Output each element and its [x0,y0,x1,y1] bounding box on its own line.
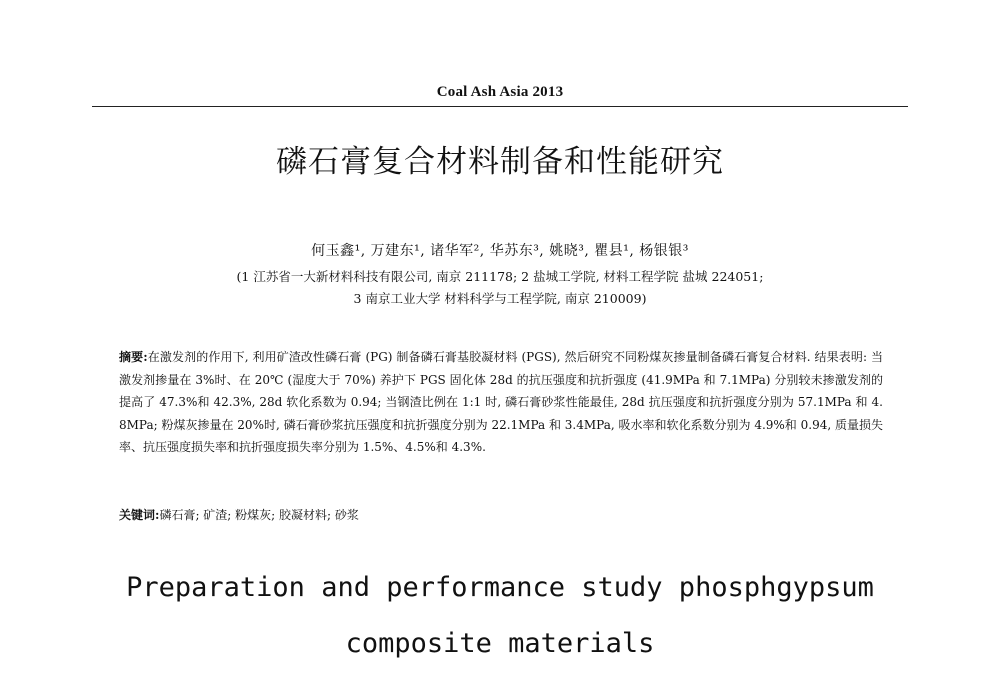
paper-title-en [0,560,1000,672]
journal-header: Coal Ash Asia 2013 [436,84,564,100]
paper-title-cn: 磷石膏复合材料制备和性能研究 [276,144,724,180]
abstract-text: 在激发剂的作用下, 利用矿渣改性磷石膏 (PG) 制备磷石膏基胶凝材料 (PGS), 然后研究不同粉煤灰掺量制备磷石膏复合材料. 结果表明: 当激发剂掺量在 3%时、在 20℃ (湿度大于 70%) 养护下 PGS 固化体 28d 的抗压强度和抗折强度 (41.9MPa 和 7.1MPa) 分别较未掺激发剂的提高了 47.3%和 42.3%, 28d 软化系数为 0.94; 当钢渣比例在 1:1 时, 磷石膏砂浆性能最佳, 28d 抗压强度和抗折强度分别为 57.1MPa 和 4.8MPa; 粉煤灰掺量在 20%时, 磷石膏砂浆抗压强度和抗折强度分别为 22.1MPa 和 3.4MPa, 吸水率和软化系数分别为 4.9%和 0.94, 质量损失率、抗压强度损失率和抗折强度损失率分别为 1.5%、4.5%和 4.3%. [119,350,883,455]
author-list: 何玉鑫¹, 万建东¹, 诸华军², 华苏东³, 姚晓³, 瞿县¹, 杨银银³ [311,243,689,259]
affiliation-line-1: (1 江苏省一大新材料科技有限公司, 南京 211178; 2 盐城工学院, 材料工程学院 盐城 224051; [236,269,764,284]
keywords-text: 磷石膏; 矿渣; 粉煤灰; 胶凝材料; 砂浆 [159,508,359,522]
paper-title-en-line-1: Preparation and performance study phosphgypsum [126,572,874,603]
affiliation-line-2: 3 南京工业大学 材料科学与工程学院, 南京 210009) [353,291,647,306]
keywords [119,506,359,523]
paper-title-en-line-2: composite materials [345,628,655,659]
abstract [119,346,883,459]
abstract-label: 摘要: [119,350,148,364]
keywords-label: 关键词: [119,508,160,522]
header-rule [92,106,908,107]
